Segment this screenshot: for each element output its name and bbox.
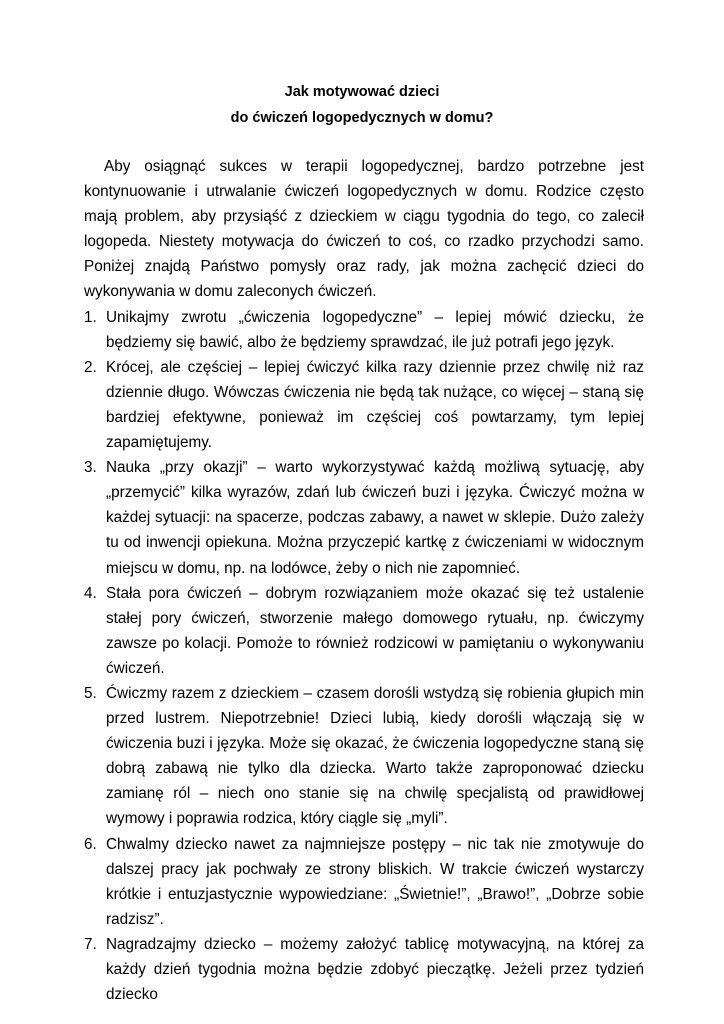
list-item-text: Nagradzajmy dziecko – możemy założyć tablicę motywacyjną, na której za każdy dzień tygodnia można będzie zdobyć pieczątkę. Jeżeli przez tydzień dziecko: [106, 935, 644, 1004]
list-item-text: Ćwiczmy razem z dzieckiem – czasem dorośli wstydzą się robienia głupich min przed lustrem. Niepotrzebnie! Dzieci lubią, kiedy dorośli włączają się w ćwiczenia buzi i języka. Może się okazać, że ćwiczenia logopedyczne staną się dobrą zabawą nie tylko dla dziecka. Warto także zaproponować dziecku zamianę ról – niech ono stanie się na chwilę specjalistą od prawidłowej wymowy i poprawia rodzica, który ciągle się „myli”.: [106, 684, 644, 828]
list-item-number: 3.: [84, 459, 97, 477]
list-item-text: Stała pora ćwiczeń – dobrym rozwiązaniem może okazać się też ustalenie stałej pory ćwiczeń, stworzenie małego domowego rytuału, np. ćwiczymy zawsze po kolacji. Pomoże to również rodzicowi w pamiętaniu o wykonywaniu ćwiczeń.: [106, 584, 644, 677]
tips-list: [84, 305, 644, 1008]
list-item-text: Nauka „przy okazji” – warto wykorzystywać każdą możliwą sytuację, aby „przemycić” kilka wyrazów, zdań lub ćwiczeń buzi i języka. Ćwiczyć można w każdej sytuacji: na spacerze, podczas zabawy, a nawet w sklepie. Dużo zależy tu od inwencji opiekuna. Można przyczepić kartkę z ćwiczeniami w widocznym miejscu w domu, np. na lodówce, żeby o nich nie zapomnieć.: [106, 459, 644, 577]
list-item-number: 7.: [84, 935, 97, 953]
list-item-number: 5.: [84, 684, 97, 702]
list-item-text: Unikajmy zwrotu „ćwiczenia logopedyczne” – lepiej mówić dziecku, że będziemy się bawić, albo że będziemy sprawdzać, ile już potrafi jego język.: [106, 308, 644, 351]
list-item-text: Chwalmy dziecko nawet za najmniejsze postępy – nic tak nie zmotywuje do dalszej pracy jak pochwały ze strony bliskich. W trakcie ćwiczeń wystarczy krótkie i entuzjastycznie wypowiedziane: „Świetnie!”, „Brawo!”, „Dobrze sobie radzisz”.: [106, 835, 644, 928]
list-item-number: 6.: [84, 835, 97, 853]
document-body: [84, 154, 644, 1007]
list-item: [84, 455, 644, 580]
list-item-number: 4.: [84, 584, 97, 602]
list-item: [84, 355, 644, 455]
list-item: [84, 305, 644, 355]
document-title-line-2: do ćwiczeń logopedycznych w domu?: [230, 110, 494, 126]
document-title-line-1: Jak motywować dzieci: [284, 84, 440, 100]
intro-paragraph: Aby osiągnąć sukces w terapii logopedycznej, bardzo potrzebne jest kontynuowanie i utrwalanie ćwiczeń logopedycznych w domu. Rodzice często mają problem, aby przysiąść z dzieckiem w ciągu tygodnia do tego, co zalecił logopeda. Niestety motywacja do ćwiczeń to coś, co rzadko przychodzi samo. Poniżej znajdą Państwo pomysły oraz rady, jak można zachęcić dzieci do wykonywania w domu zaleconych ćwiczeń.: [84, 158, 644, 301]
list-item: [84, 681, 644, 832]
list-item: [84, 581, 644, 681]
list-item-number: 1.: [84, 308, 97, 326]
list-item-text: Krócej, ale częściej – lepiej ćwiczyć kilka razy dziennie przez chwilę niż raz dziennie długo. Wówczas ćwiczenia nie będą tak nużące, co więcej – staną się bardziej efektywne, ponieważ im częściej coś powtarzamy, tym lepiej zapamiętujemy.: [106, 358, 644, 452]
list-item: [84, 832, 644, 932]
list-item: [84, 932, 644, 1007]
list-item-number: 2.: [84, 358, 97, 376]
